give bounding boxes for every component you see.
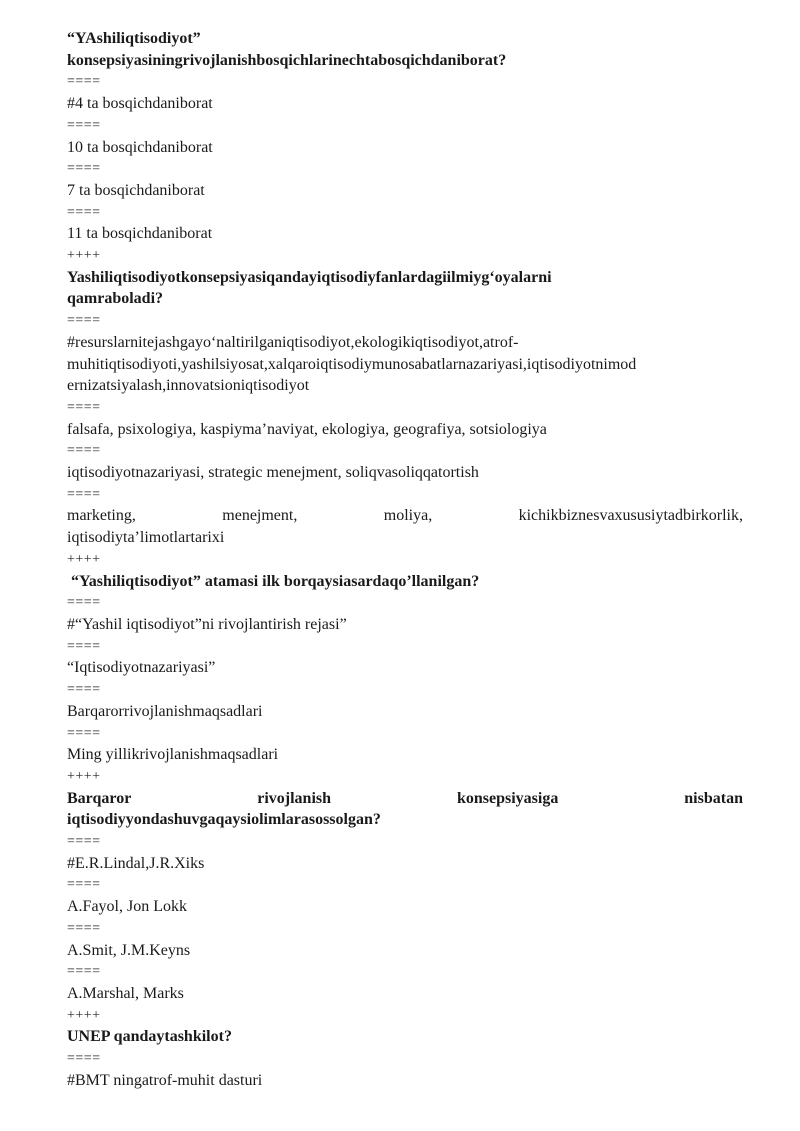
q4-answer-4: A.Marshal, Marks: [67, 984, 184, 1002]
answer-separator: ====: [67, 74, 101, 90]
q2-answer-1-line-2: muhitiqtisodiyoti,yashilsiyosat,xalqaroiqtisodiymunosabatlarnazariyasi,iqtisodiyotnimod: [67, 355, 637, 373]
question-5-line-1: UNEP qandaytashkilot?: [67, 1028, 232, 1046]
question-separator: ++++: [67, 768, 101, 784]
q2-answer-1: [67, 332, 743, 397]
question-3-line-1: “Yashiliqtisodiyot” atamasi ilk borqaysiasardaqo’llanilgan?: [67, 572, 480, 590]
q2-answer-1-line-3: ernizatsiyalash,innovatsioniqtisodiyot: [67, 377, 310, 395]
question-4-line-2: iqtisodiyyondashuvgaqaysiolimlarasossolgan?: [67, 811, 381, 829]
q4-answer-1: #E.R.Lindal,J.R.Xiks: [67, 854, 205, 872]
q1-answer-4: 11 ta bosqichdaniborat: [67, 225, 213, 243]
answer-separator: ====: [67, 964, 101, 980]
q1-answer-1: #4 ta bosqichdaniborat: [67, 95, 213, 113]
q2-answer-3: iqtisodiyotnazariyasi, strategic menejment, soliqvasoliqqatortish: [67, 464, 479, 482]
answer-separator: ====: [67, 877, 101, 893]
question-4-word: nisbatan: [684, 789, 743, 807]
question-2-line-2: qamraboladi?: [67, 290, 164, 308]
test-document: [67, 28, 743, 1091]
answer-separator: ====: [67, 1051, 101, 1067]
answer-separator: ====: [67, 313, 101, 329]
q3-answer-2: “Iqtisodiyotnazariyasi”: [67, 659, 216, 677]
q2-answer-4-line-2: iqtisodiyta’limotlartarixi: [67, 529, 225, 547]
q3-answer-3: Barqarorrivojlanishmaqsadlari: [67, 702, 263, 720]
question-4-word: rivojlanish: [257, 789, 332, 807]
answer-separator: ====: [67, 725, 101, 741]
answer-separator: ====: [67, 834, 101, 850]
q2-answer-4-word: marketing,: [67, 507, 136, 525]
q2-answer-4-word: menejment,: [222, 507, 298, 525]
question-separator: ++++: [67, 248, 101, 264]
question-1-line-1: “YAshiliqtisodiyot”: [67, 30, 201, 47]
q2-answer-4-word: moliya,: [383, 507, 433, 525]
answer-separator: ====: [67, 117, 101, 133]
answer-separator: ====: [67, 638, 101, 654]
answer-separator: ====: [67, 204, 101, 220]
q2-answer-4: [67, 505, 743, 548]
question-4-word: Barqaror: [67, 789, 132, 807]
question-separator: ++++: [67, 1007, 101, 1023]
question-4-line-1: [67, 788, 743, 810]
q4-answer-2: A.Fayol, Jon Lokk: [67, 898, 187, 916]
q2-answer-4-word: kichikbiznesvaxususiytadbirkorlik,: [518, 507, 743, 525]
q2-answer-1-line-1: #resurslarnitejashgayo‘naltirilganiqtisodiyot,ekologikiqtisodiyot,atrof-: [67, 333, 519, 351]
question-2-line-1: Yashiliqtisodiyotkonsepsiyasiqandayiqtisodiyfanlardagiilmiyg‘oyalarni: [67, 268, 552, 286]
answer-separator: ====: [67, 399, 101, 415]
q2-answer-4-line-1: [67, 505, 743, 527]
q3-answer-4: Ming yillikrivojlanishmaqsadlari: [67, 746, 279, 764]
q1-answer-3: 7 ta bosqichdaniborat: [67, 181, 205, 199]
q3-answer-1: #“Yashil iqtisodiyot”ni rivojlantirish rejasi”: [67, 615, 347, 633]
answer-separator: ====: [67, 486, 101, 502]
answer-separator: ====: [67, 682, 101, 698]
answer-separator: ====: [67, 443, 101, 459]
answer-separator: ====: [67, 595, 101, 611]
q4-answer-3: A.Smit, J.M.Keyns: [67, 941, 191, 959]
question-4-word: konsepsiyasiga: [456, 789, 559, 807]
question-separator: ++++: [67, 551, 101, 567]
q2-answer-2: falsafa, psixologiya, kaspiyma’naviyat, ekologiya, geografiya, sotsiologiya: [67, 420, 547, 438]
q1-answer-2: 10 ta bosqichdaniborat: [67, 138, 213, 156]
q5-answer-1: #BMT ningatrof-muhit dasturi: [67, 1071, 263, 1089]
answer-separator: ====: [67, 161, 101, 177]
question-1-line-2: konsepsiyasiningrivojlanishbosqichlarinechtabosqichdaniborat?: [67, 51, 507, 69]
answer-separator: ====: [67, 920, 101, 936]
